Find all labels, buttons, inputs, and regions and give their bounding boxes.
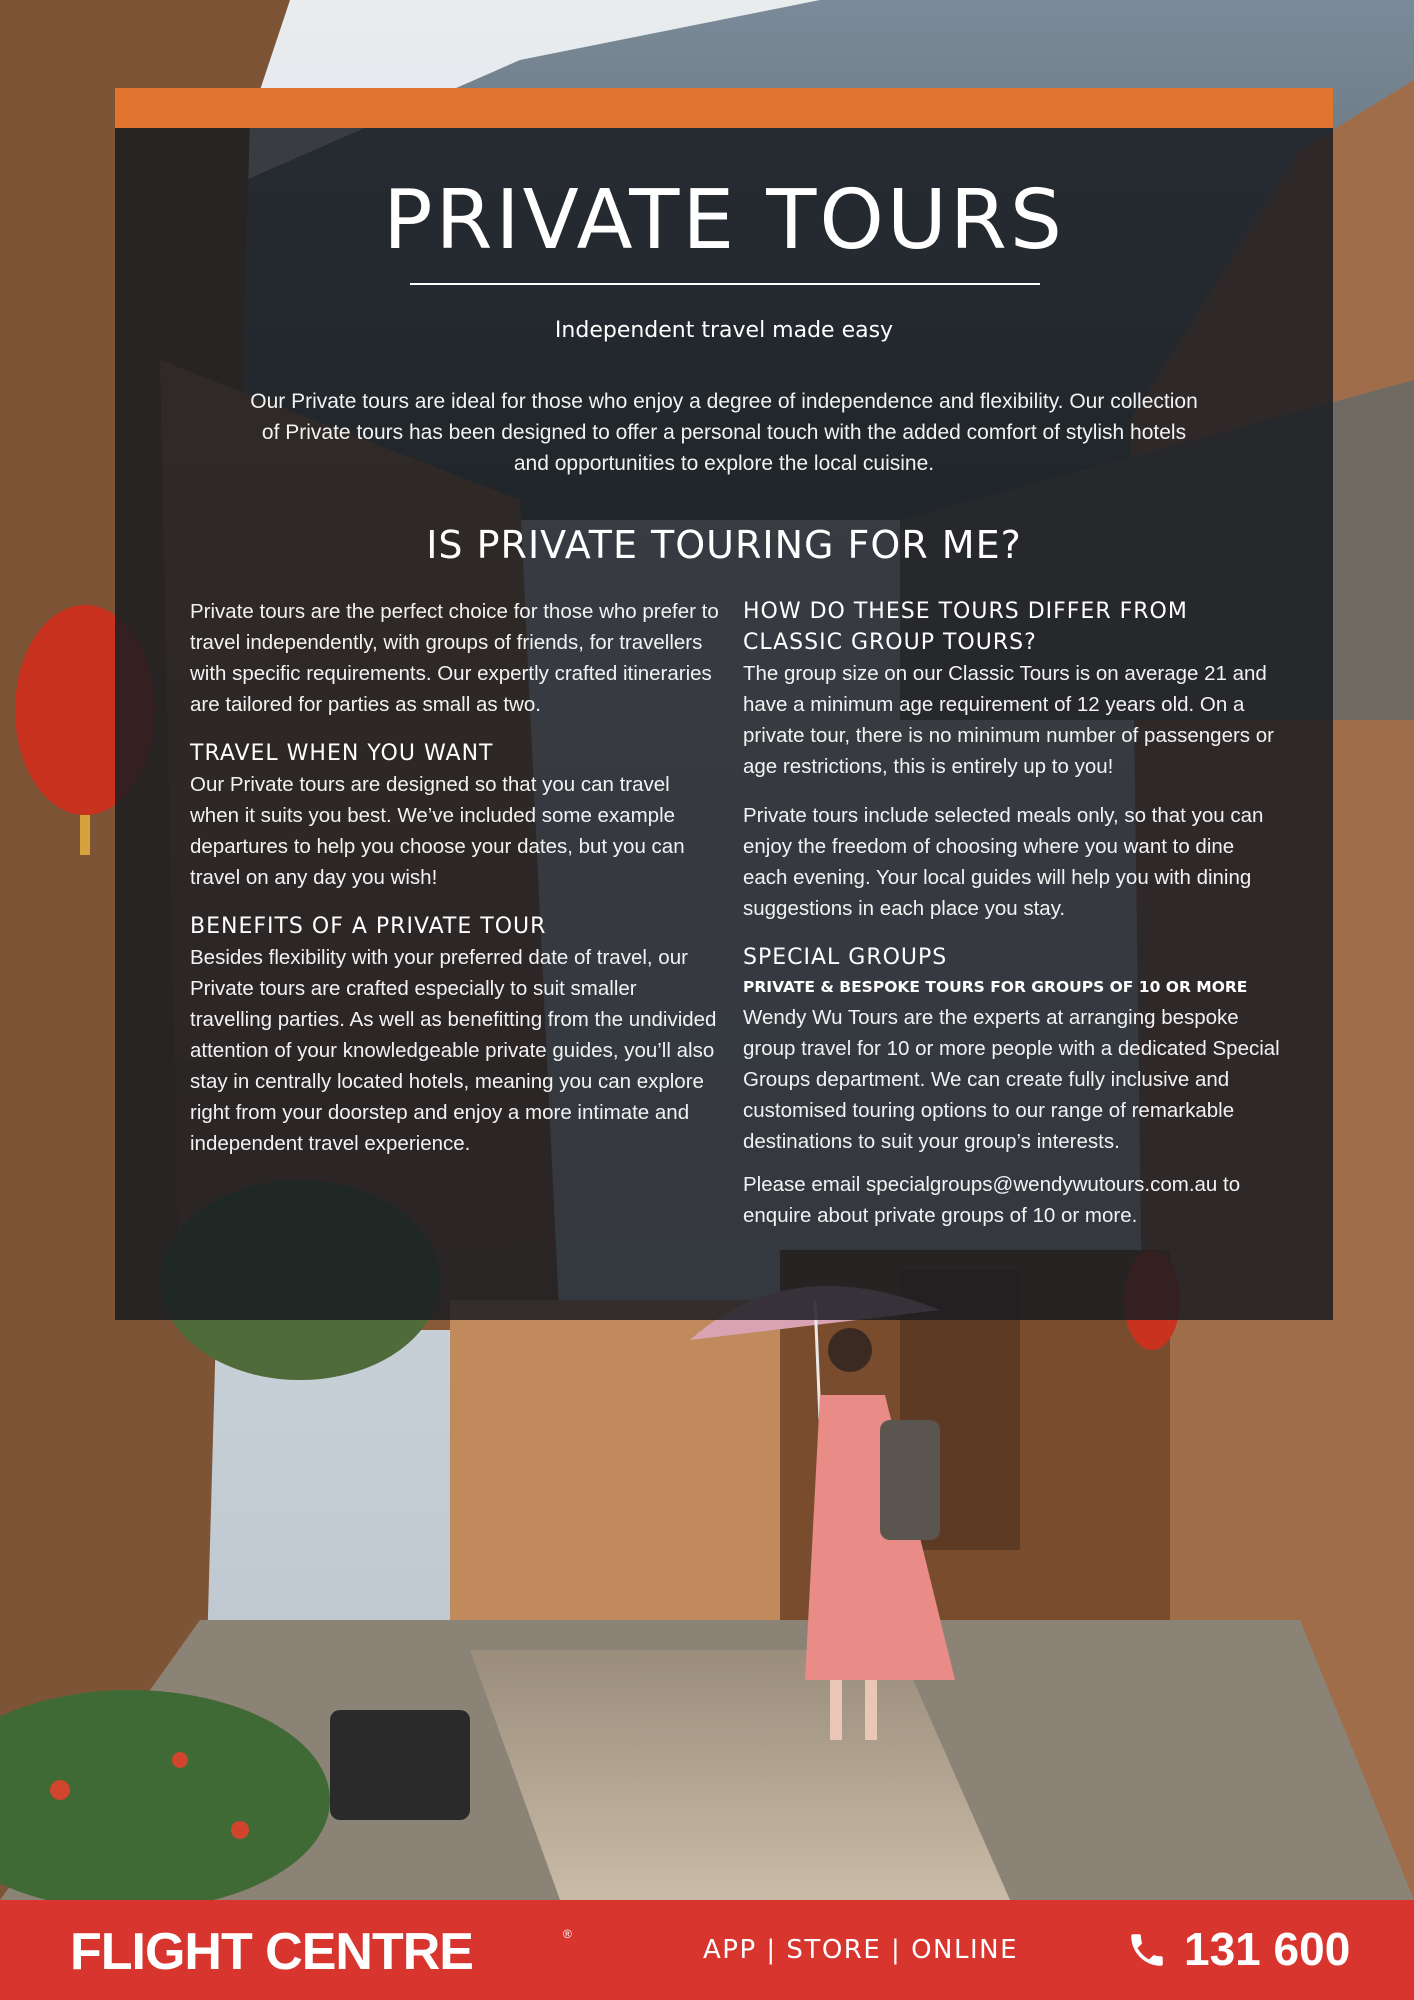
title-divider <box>410 283 1040 285</box>
private-tours-intro: Private tours are the perfect choice for those who prefer to travel independently, with groups of friends, for travellers with specific requirements. Our expertly crafted itineraries are tailored for parties as small as two. <box>190 600 719 716</box>
subtitle: Independent travel made easy <box>554 318 894 343</box>
differ-heading: HOW DO THESE TOURS DIFFER FROM CLASSIC GROUP TOURS? <box>743 599 1188 655</box>
differ-body: The group size on our Classic Tours is on average 21 and have a minimum age requirement of 12 years old. On a private tour, there is no minimum number of passengers or age restrictions, this is entirely up to you! <box>743 662 1274 778</box>
special-groups-body: Wendy Wu Tours are the experts at arranging bespoke group travel for 10 or more people with a dedicated Special Groups department. We can create fully inclusive and customised touring options to our range of remarkable destinations to suit your group’s interests. <box>743 1006 1280 1153</box>
travel-heading: TRAVEL WHEN YOU WANT <box>190 741 494 766</box>
travel-body: Our Private tours are designed so that you can travel when it suits you best. We’ve included some example departures to help you choose your dates, but you can travel on any day you wish! <box>190 773 685 889</box>
meals-body: Private tours include selected meals only, so that you can enjoy the freedom of choosing where you want to dine each evening. Your local guides will help you with dining suggestions in each place you stay. <box>743 804 1264 920</box>
contact-channels: APP | STORE | ONLINE <box>703 1935 1019 1965</box>
intro-paragraph: Our Private tours are ideal for those who enjoy a degree of independence and flexibility. Our collection of Private tours has been designed to offer a personal touch with the added comfort of stylish hotels and opportunities to explore the local cuisine. <box>250 390 1198 475</box>
section-heading: IS PRIVATE TOURING FOR ME? <box>426 523 1022 567</box>
flight-centre-logo[interactable]: FLIGHT CENTRE <box>70 1923 473 1981</box>
special-groups-subheading: PRIVATE & BESPOKE TOURS FOR GROUPS OF 10 OR MORE <box>743 978 1248 996</box>
registered-mark: ® <box>563 1927 572 1941</box>
email-body: Please email specialgroups@wendywutours.com.au to enquire about private groups of 10 or more. <box>743 1173 1241 1227</box>
content-panel <box>115 88 1333 1320</box>
left-column <box>190 596 720 1159</box>
special-groups-heading: SPECIAL GROUPS <box>743 945 948 970</box>
footer-bar <box>0 1900 1414 2000</box>
benefits-heading: BENEFITS OF A PRIVATE TOUR <box>190 914 547 939</box>
phone-number[interactable]: 131 600 <box>1184 1923 1351 1975</box>
right-column <box>743 596 1283 1231</box>
phone-icon <box>1126 1929 1168 1971</box>
benefits-body: Besides flexibility with your preferred date of travel, our Private tours are crafted especially to suit smaller travelling parties. As well as benefitting from the undivided attention of your knowledgeable private guides, you’ll also stay in centrally located hotels, meaning you can explore right from your doorstep and enjoy a more intimate and independent travel experience. <box>190 946 717 1155</box>
accent-bar <box>115 88 1333 128</box>
page-title: PRIVATE TOURS <box>383 173 1065 268</box>
